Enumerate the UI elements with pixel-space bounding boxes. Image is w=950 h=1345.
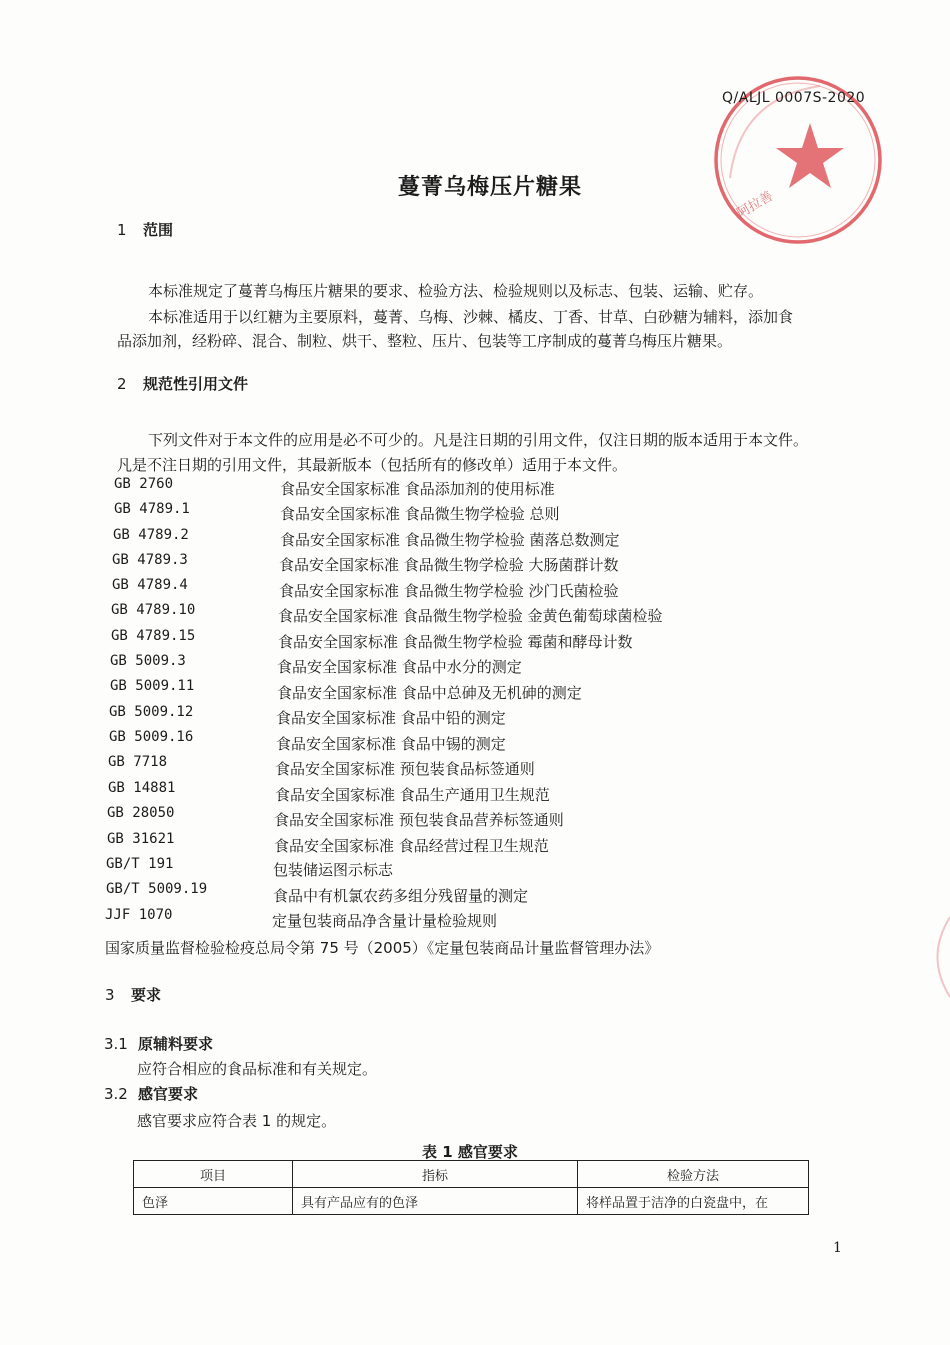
table-cell: 将样品置于洁净的白瓷盘中，在 [578,1188,809,1215]
table-header-row [134,1161,809,1188]
reference-title: 食品安全国家标准 预包装食品标签通则 [275,760,535,778]
reference-code: GB 14881 [108,780,176,796]
scope-paragraph-2-line-2: 品添加剂，经粉碎、混合、制粒、烘干、整粒、压片、包装等工序制成的蔓菁乌梅压片糖果。 [117,332,733,350]
reference-title: 食品中有机氯农药多组分残留量的测定 [273,887,529,905]
table-cell: 色泽 [134,1188,293,1215]
reference-title: 食品安全国家标准 食品微生物学检验 大肠菌群计数 [279,556,619,574]
subsection-number: 3.2 [104,1085,128,1103]
scope-paragraph-2-line-1: 本标准适用于以红糖为主要原料，蔓菁、乌梅、沙棘、橘皮、丁香、甘草、白砂糖为辅料，添加食 [148,308,794,326]
reference-title: 食品安全国家标准 食品微生物学检验 总则 [280,505,560,523]
reference-code: GB/T 5009.19 [106,881,208,897]
references-intro-line-1: 下列文件对于本文件的应用是必不可少的。凡是注日期的引用文件，仅注日期的版本适用于本文件。 [148,431,809,449]
subsection-3-2-heading [104,1083,198,1104]
table-header-cell: 指标 [293,1161,578,1188]
reference-title: 食品安全国家标准 预包装食品营养标签通则 [274,811,564,829]
reference-title: 食品安全国家标准 食品微生物学检验 霉菌和酵母计数 [278,633,633,651]
subsection-title: 感官要求 [138,1085,199,1103]
reference-code: GB 4789.4 [112,577,188,593]
subsection-3-1-heading [104,1033,213,1054]
reference-code: GB 2760 [114,476,174,492]
reference-title: 食品安全国家标准 食品生产通用卫生规范 [275,786,550,804]
section-number: 2 [117,375,127,393]
reference-code: GB/T 191 [106,856,174,872]
section-number: 1 [117,221,127,239]
reference-code: GB 5009.11 [110,678,195,694]
section-title: 范围 [143,221,174,239]
section-3-heading [105,984,161,1005]
reference-code: GB 7718 [108,754,168,770]
reference-title: 定量包装商品净含量计量检验规则 [272,912,498,930]
table-row [134,1188,809,1215]
section-number: 3 [105,986,115,1004]
subsection-3-2-text: 感官要求应符合表 1 的规定。 [137,1112,337,1130]
section-title: 规范性引用文件 [143,375,249,393]
reference-title: 食品安全国家标准 食品经营过程卫生规范 [274,837,549,855]
partial-seal-mark [920,912,950,1002]
reference-code: GB 31621 [107,831,175,847]
reference-title: 食品安全国家标准 食品微生物学检验 金黄色葡萄球菌检验 [278,607,663,625]
page-number: 1 [833,1240,842,1256]
standard-code: Q/ALJL 0007S-2020 [722,90,866,106]
document-title: 蔓菁乌梅压片糖果 [397,175,582,200]
reference-code: GB 28050 [107,805,175,821]
table-caption: 表 1 感官要求 [422,1143,518,1161]
reference-title: 食品安全国家标准 食品微生物学检验 沙门氏菌检验 [279,582,619,600]
reference-code: GB 4789.2 [113,527,189,543]
subsection-3-1-text: 应符合相应的食品标准和有关规定。 [137,1060,378,1078]
reference-code: GB 4789.10 [111,602,196,618]
reference-title: 食品安全国家标准 食品中锡的测定 [276,735,506,753]
references-intro-line-2: 凡是不注日期的引用文件，其最新版本（包括所有的修改单）适用于本文件。 [117,456,628,474]
reference-title: 食品安全国家标准 食品中水分的测定 [277,658,522,676]
reference-code: GB 4789.1 [114,501,190,517]
reference-title: 食品安全国家标准 食品添加剂的使用标准 [280,480,555,498]
scope-paragraph-1: 本标准规定了蔓菁乌梅压片糖果的要求、检验方法、检验规则以及标志、包装、运输、贮存。 [148,282,764,300]
reference-title: 包装储运图示标志 [273,861,394,879]
subsection-title: 原辅料要求 [138,1035,214,1053]
reference-code: GB 4789.3 [112,552,188,568]
section-title: 要求 [131,986,162,1004]
sensory-requirements-table [133,1160,809,1215]
section-2-heading [117,373,248,394]
decree-reference: 国家质量监督检验检疫总局令第 75 号（2005）《定量包装商品计量监督管理办法》 [105,939,660,957]
reference-code: JJF 1070 [105,907,173,923]
table-header-cell: 检验方法 [578,1161,809,1188]
reference-code: GB 5009.12 [109,704,194,720]
table-header-cell: 项目 [134,1161,293,1188]
reference-code: GB 4789.15 [111,628,196,644]
reference-code: GB 5009.16 [109,729,194,745]
section-1-heading [117,219,173,240]
reference-title: 食品安全国家标准 食品中铅的测定 [276,709,506,727]
table-cell: 具有产品应有的色泽 [293,1188,578,1215]
reference-title: 食品安全国家标准 食品微生物学检验 菌落总数测定 [280,531,620,549]
subsection-number: 3.1 [104,1035,128,1053]
reference-title: 食品安全国家标准 食品中总砷及无机砷的测定 [277,684,582,702]
reference-code: GB 5009.3 [110,653,186,669]
svg-text:阿拉善: 阿拉善 [734,188,776,222]
